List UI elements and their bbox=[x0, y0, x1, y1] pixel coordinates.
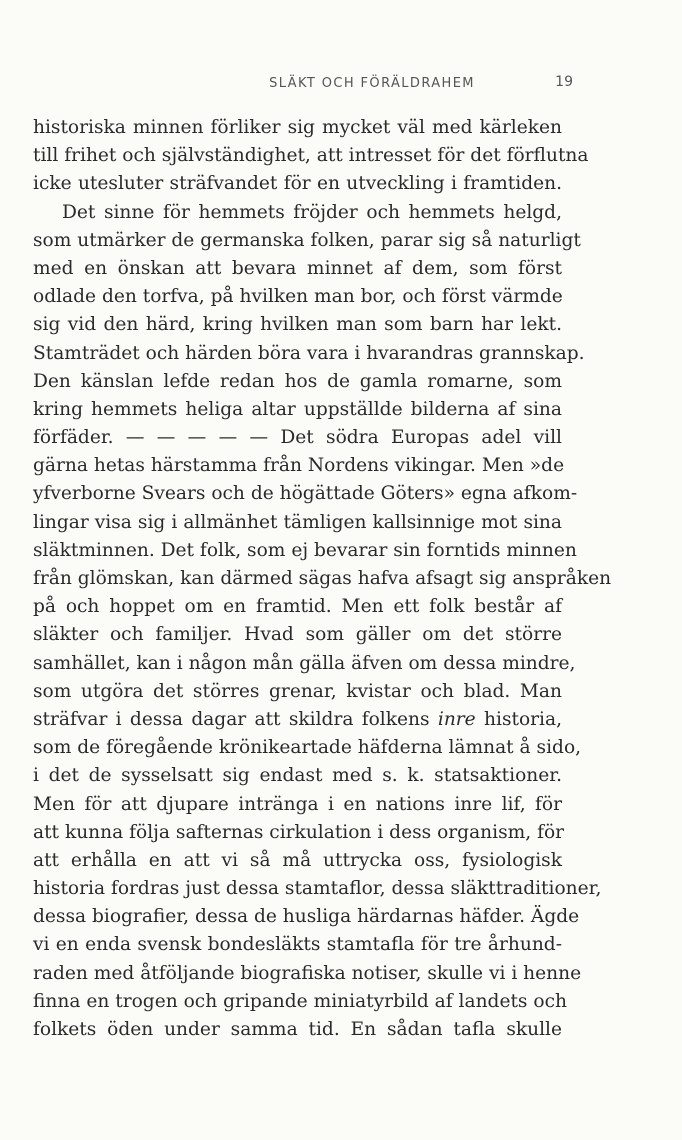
text-line: odlade den torfva, på hvilken man bor, och först värmde bbox=[33, 286, 563, 308]
text-line: dessa biografier, dessa de husliga härdarnas häfder. Ägde bbox=[33, 906, 580, 928]
text-line: släktminnen. Det folk, som ej bevarar sin forntids minnen bbox=[33, 539, 577, 561]
paragraph-start-line: Det sinne för hemmets fröjder och hemmets helgd, bbox=[62, 201, 562, 223]
text-line: icke utesluter sträfvandet för en utveckling i framtiden. bbox=[33, 173, 562, 195]
text-line: som utgöra det störres grenar, kvistar och blad. Man bbox=[33, 680, 562, 702]
text-line: yfverborne Svears och de högättade Göters» egna afkom- bbox=[33, 483, 578, 505]
text-line: att erhålla en att vi så må uttrycka oss, fysiologisk bbox=[33, 849, 562, 871]
text-line: raden med åtföljande biografiska notiser, skulle vi i henne bbox=[33, 962, 582, 984]
text-line: Stamträdet och härden böra vara i hvarandras grannskap. bbox=[33, 342, 585, 364]
text-line: sig vid den härd, kring hvilken man som barn har lekt. bbox=[33, 314, 562, 336]
text-line: släkter och familjer. Hvad som gäller om det större bbox=[33, 624, 562, 646]
text-line: från glömskan, kan därmed sägas hafva afsagt sig anspråken bbox=[33, 568, 612, 589]
text-line: kring hemmets heliga altar uppställde bilderna af sina bbox=[33, 398, 562, 420]
text-line: som de föregående krönikeartade häfderna lämnat å sido, bbox=[33, 737, 582, 759]
italic-word: inre bbox=[437, 708, 476, 730]
text-line: förfäder. — — — — — Det södra Europas adel vill bbox=[33, 427, 562, 449]
text-line: som utmärker de germanska folken, parar sig så naturligt bbox=[33, 229, 581, 251]
text-line: samhället, kan i någon mån gälla äfven om dessa mindre, bbox=[33, 652, 576, 674]
text-line: till frihet och självständighet, att intresset för det förflutna bbox=[33, 145, 589, 167]
text-line: historia fordras just dessa stamtaflor, dessa släkttraditioner, bbox=[33, 878, 602, 900]
text-segment: historia, bbox=[484, 708, 562, 730]
text-line: finna en trogen och gripande miniatyrbild af landets och bbox=[33, 990, 567, 1012]
text-line-with-italic bbox=[33, 706, 562, 734]
text-line: att kunna följa safternas cirkulation i dess organism, för bbox=[33, 821, 565, 843]
text-line: historiska minnen förliker sig mycket väl med kärleken bbox=[33, 117, 562, 138]
text-line: gärna hetas härstamma från Nordens vikingar. Men »de bbox=[33, 455, 565, 477]
text-line: lingar visa sig i allmänhet tämligen kallsinnige mot sina bbox=[33, 511, 562, 533]
running-head: SLÄKT OCH FÖRÄLDRAHEM bbox=[269, 76, 475, 91]
text-line: Den känslan lefde redan hos de gamla romarne, som bbox=[33, 370, 562, 392]
text-line: folkets öden under samma tid. En sådan tafla skulle bbox=[33, 1019, 562, 1040]
text-line: vi en enda svensk bondesläkts stamtafla för tre århund- bbox=[33, 934, 562, 956]
text-line: på och hoppet om en framtid. Men ett folk består af bbox=[33, 596, 562, 618]
page-number: 19 bbox=[555, 74, 573, 90]
text-line: Men för att djupare intränga i en nations inre lif, för bbox=[33, 793, 562, 815]
text-line: med en önskan att bevara minnet af dem, som först bbox=[33, 257, 562, 279]
body-text bbox=[33, 114, 612, 1044]
text-line: i det de sysselsatt sig endast med s. k. statsaktioner. bbox=[33, 765, 562, 787]
text-segment: sträfvar i dessa dagar att skildra folkens bbox=[33, 708, 430, 730]
